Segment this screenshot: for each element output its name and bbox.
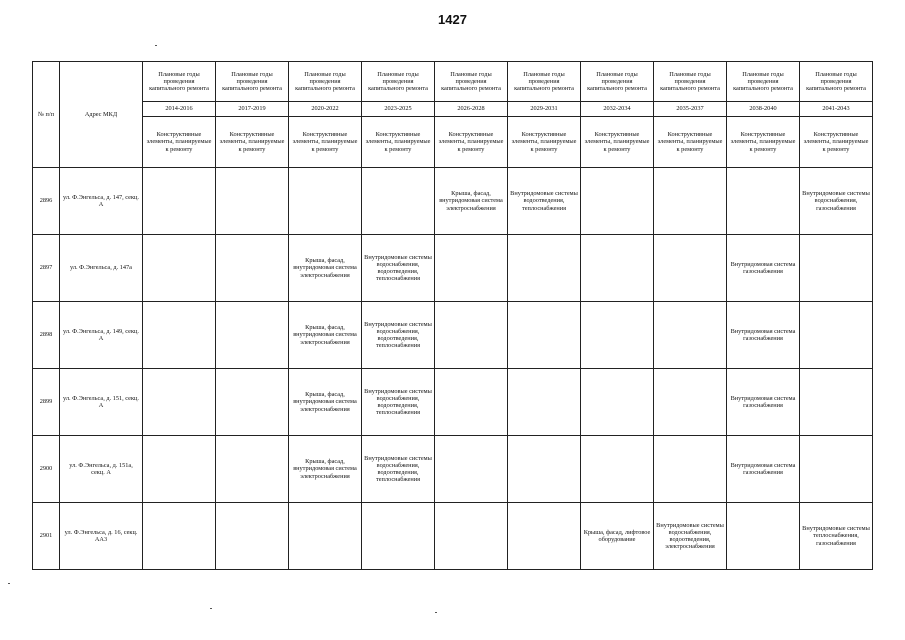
repair-cell — [581, 235, 654, 302]
repair-cell — [216, 436, 289, 503]
repair-cell — [435, 302, 508, 369]
period-years: 2041-2043 — [800, 102, 873, 117]
repair-cell — [654, 302, 727, 369]
header-row-elements — [33, 117, 873, 168]
repair-cell — [508, 235, 581, 302]
elements-subheader: Конструктивные элементы, планируемые к ремонту — [508, 117, 581, 168]
row-number: 2896 — [33, 168, 60, 235]
row-number: 2901 — [33, 503, 60, 570]
repair-cell: Крыша, фасад, внутридомовая система электроснабжения — [289, 302, 362, 369]
period-title: Плановые годы проведения капитального ремонта — [581, 62, 654, 102]
repair-cell — [143, 235, 216, 302]
period-title: Плановые годы проведения капитального ремонта — [143, 62, 216, 102]
scan-speck — [8, 583, 10, 584]
period-title: Плановые годы проведения капитального ремонта — [216, 62, 289, 102]
elements-subheader: Конструктивные элементы, планируемые к ремонту — [727, 117, 800, 168]
repair-cell — [581, 302, 654, 369]
row-number: 2899 — [33, 369, 60, 436]
period-title: Плановые годы проведения капитального ремонта — [508, 62, 581, 102]
repair-cell — [508, 369, 581, 436]
period-years: 2038-2040 — [727, 102, 800, 117]
repair-cell: Внутридомовые системы водоснабжения, газоснабжения — [800, 168, 873, 235]
elements-subheader: Конструктивные элементы, планируемые к ремонту — [289, 117, 362, 168]
scan-speck — [155, 45, 157, 46]
period-years: 2029-2031 — [508, 102, 581, 117]
repair-cell — [216, 235, 289, 302]
repair-cell — [362, 503, 435, 570]
repair-cell — [435, 235, 508, 302]
scan-speck — [210, 608, 212, 609]
period-title: Плановые годы проведения капитального ремонта — [727, 62, 800, 102]
repair-cell: Крыша, фасад, внутридомовая система электроснабжения — [289, 369, 362, 436]
table-row — [33, 436, 873, 503]
elements-subheader: Конструктивные элементы, планируемые к ремонту — [800, 117, 873, 168]
repair-cell: Крыша, фасад, внутридомовая система электроснабжения — [289, 436, 362, 503]
period-title: Плановые годы проведения капитального ремонта — [289, 62, 362, 102]
row-address: ул. Ф.Энгельса, д. 149, секц. А — [60, 302, 143, 369]
period-title: Плановые годы проведения капитального ремонта — [654, 62, 727, 102]
repair-cell — [143, 436, 216, 503]
period-years: 2035-2037 — [654, 102, 727, 117]
repair-cell — [654, 235, 727, 302]
elements-subheader: Конструктивные элементы, планируемые к ремонту — [143, 117, 216, 168]
repair-cell — [508, 436, 581, 503]
scan-speck — [435, 612, 437, 613]
capital-repair-plan-table — [32, 61, 873, 570]
elements-subheader: Конструктивные элементы, планируемые к ремонту — [581, 117, 654, 168]
row-number: 2900 — [33, 436, 60, 503]
repair-cell: Крыша, фасад, лифтовое оборудование — [581, 503, 654, 570]
period-title: Плановые годы проведения капитального ремонта — [362, 62, 435, 102]
repair-cell — [581, 436, 654, 503]
period-title: Плановые годы проведения капитального ремонта — [800, 62, 873, 102]
period-years: 2026-2028 — [435, 102, 508, 117]
column-header-address: Адрес МКД — [60, 62, 143, 168]
repair-cell — [508, 302, 581, 369]
repair-cell: Внутридомовая система газоснабжения — [727, 369, 800, 436]
elements-subheader: Конструктивные элементы, планируемые к ремонту — [216, 117, 289, 168]
repair-cell — [800, 436, 873, 503]
row-number: 2897 — [33, 235, 60, 302]
table-row — [33, 168, 873, 235]
repair-cell: Внутридомовая система газоснабжения — [727, 302, 800, 369]
table-row — [33, 503, 873, 570]
repair-cell — [289, 168, 362, 235]
row-address: ул. Ф.Энгельса, д. 151а, секц. А — [60, 436, 143, 503]
repair-cell — [143, 503, 216, 570]
repair-cell — [143, 369, 216, 436]
elements-subheader: Конструктивные элементы, планируемые к ремонту — [435, 117, 508, 168]
repair-cell — [289, 503, 362, 570]
repair-cell — [800, 302, 873, 369]
repair-cell — [216, 168, 289, 235]
repair-cell: Внутридомовые системы водоснабжения, водоотведения, теплоснабжения — [362, 235, 435, 302]
repair-cell: Внутридомовая система газоснабжения — [727, 436, 800, 503]
repair-cell — [727, 503, 800, 570]
repair-cell — [143, 168, 216, 235]
table-row — [33, 302, 873, 369]
table-row — [33, 369, 873, 436]
repair-cell — [362, 168, 435, 235]
repair-cell — [216, 503, 289, 570]
page-number: 1427 — [438, 12, 467, 27]
repair-cell: Внутридомовая система газоснабжения — [727, 235, 800, 302]
repair-cell: Крыша, фасад, внутридомовая система электроснабжения — [289, 235, 362, 302]
repair-cell — [654, 369, 727, 436]
period-title: Плановые годы проведения капитального ремонта — [435, 62, 508, 102]
repair-cell: Внутридомовые системы теплоснабжения, газоснабжения — [800, 503, 873, 570]
repair-cell — [727, 168, 800, 235]
period-years: 2014-2016 — [143, 102, 216, 117]
repair-cell — [654, 168, 727, 235]
repair-cell — [435, 503, 508, 570]
table-row — [33, 235, 873, 302]
row-number: 2898 — [33, 302, 60, 369]
header-row-years — [33, 102, 873, 117]
period-years: 2032-2034 — [581, 102, 654, 117]
repair-cell: Внутридомовые системы водоотведения, теплоснабжения — [508, 168, 581, 235]
repair-cell — [654, 436, 727, 503]
repair-cell — [435, 436, 508, 503]
elements-subheader: Конструктивные элементы, планируемые к ремонту — [654, 117, 727, 168]
row-address: ул. Ф.Энгельса, д. 151, секц. А — [60, 369, 143, 436]
row-address: ул. Ф.Энгельса, д. 16, секц. АА3 — [60, 503, 143, 570]
row-address: ул. Ф.Энгельса, д. 147а — [60, 235, 143, 302]
period-years: 2020-2022 — [289, 102, 362, 117]
repair-cell — [143, 302, 216, 369]
repair-cell: Внутридомовые системы водоснабжения, водоотведения, электроснабжения — [654, 503, 727, 570]
period-years: 2023-2025 — [362, 102, 435, 117]
repair-cell — [216, 369, 289, 436]
repair-cell — [581, 168, 654, 235]
repair-cell: Крыша, фасад, внутридомовая система электроснабжения — [435, 168, 508, 235]
repair-cell: Внутридомовые системы водоснабжения, водоотведения, теплоснабжения — [362, 436, 435, 503]
repair-cell — [216, 302, 289, 369]
repair-cell — [800, 235, 873, 302]
header-row-titles — [33, 62, 873, 102]
repair-cell: Внутридомовые системы водоснабжения, водоотведения, теплоснабжения — [362, 369, 435, 436]
repair-cell — [435, 369, 508, 436]
elements-subheader: Конструктивные элементы, планируемые к ремонту — [362, 117, 435, 168]
row-address: ул. Ф.Энгельса, д. 147, секц. А — [60, 168, 143, 235]
repair-cell: Внутридомовые системы водоснабжения, водоотведения, теплоснабжения — [362, 302, 435, 369]
repair-cell — [508, 503, 581, 570]
column-header-number: № п/п — [33, 62, 60, 168]
repair-cell — [800, 369, 873, 436]
period-years: 2017-2019 — [216, 102, 289, 117]
repair-cell — [581, 369, 654, 436]
